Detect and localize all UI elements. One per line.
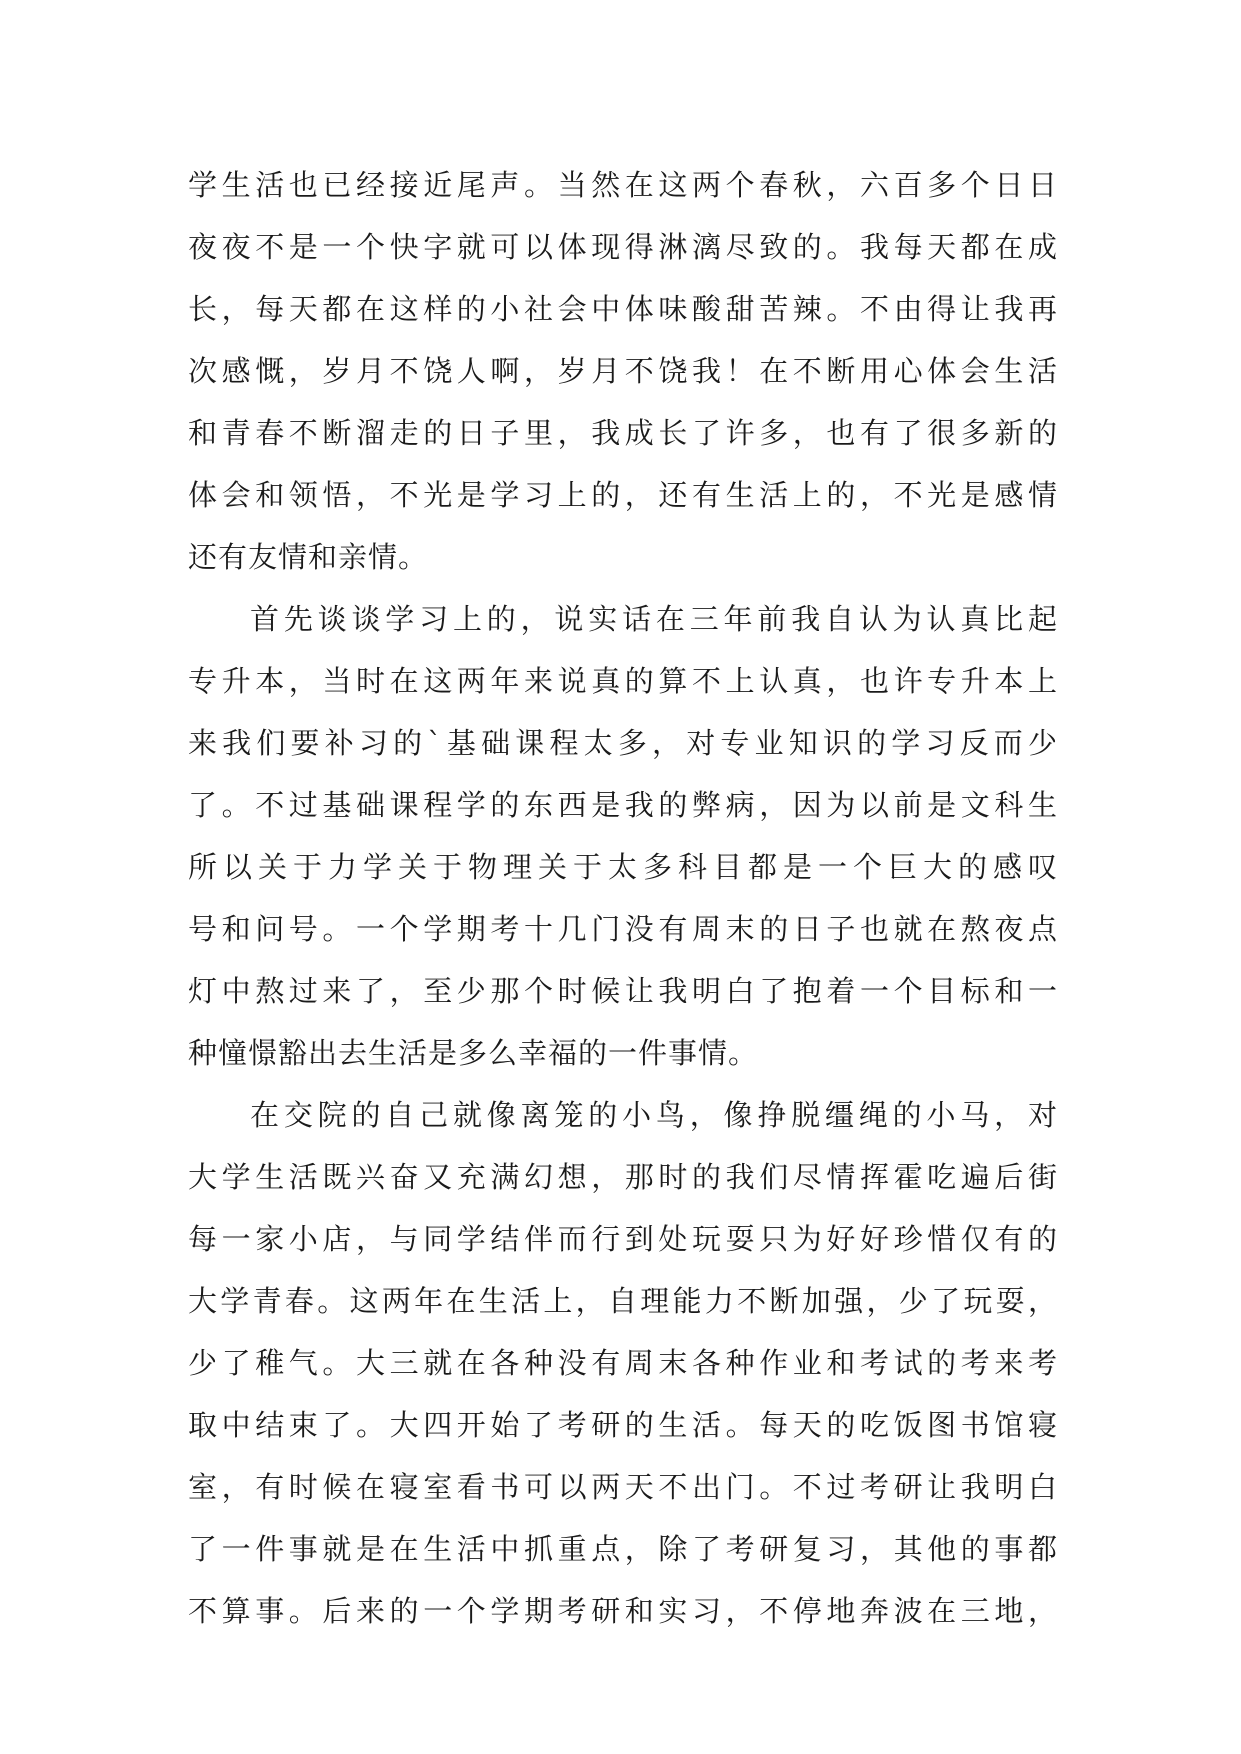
text-line: 体会和领悟，不光是学习上的，还有生活上的，不光是感情	[188, 478, 1058, 512]
text-line: 了一件事就是在生活中抓重点，除了考研复习，其他的事都	[188, 1532, 1058, 1566]
text-line: 不算事。后来的一个学期考研和实习，不停地奔波在三地，	[188, 1594, 1058, 1628]
text-line: 了。不过基础课程学的东西是我的弊病，因为以前是文科生	[188, 788, 1058, 822]
text-line: 专升本，当时在这两年来说真的算不上认真，也许专升本上	[188, 664, 1058, 698]
text-line: 灯中熬过来了，至少那个时候让我明白了抱着一个目标和一	[188, 974, 1058, 1008]
text-line: 少了稚气。大三就在各种没有周末各种作业和考试的考来考	[188, 1346, 1058, 1380]
text-line: 在交院的自己就像离笼的小鸟，像挣脱缰绳的小马，对	[250, 1098, 1058, 1132]
text-line: 还有友情和亲情。	[188, 540, 429, 574]
text-line: 号和问号。一个学期考十几门没有周末的日子也就在熬夜点	[188, 912, 1058, 946]
text-line: 长，每天都在这样的小社会中体味酸甜苦辣。不由得让我再	[188, 292, 1058, 326]
text-line: 种憧憬豁出去生活是多么幸福的一件事情。	[188, 1036, 759, 1070]
paragraph-2	[188, 588, 1058, 1084]
paragraph-1	[188, 154, 1058, 588]
text-line: 和青春不断溜走的日子里，我成长了许多，也有了很多新的	[188, 416, 1058, 450]
text-line: 取中结束了。大四开始了考研的生活。每天的吃饭图书馆寝	[188, 1408, 1058, 1442]
text-line: 每一家小店，与同学结伴而行到处玩耍只为好好珍惜仅有的	[188, 1222, 1058, 1256]
paragraph-3	[188, 1084, 1058, 1642]
text-line: 来我们要补习的`基础课程太多，对专业知识的学习反而少	[188, 726, 1058, 760]
text-line: 学生活也已经接近尾声。当然在这两个春秋，六百多个日日	[188, 168, 1058, 202]
text-line: 次感慨，岁月不饶人啊，岁月不饶我！在不断用心体会生活	[188, 354, 1058, 388]
text-line: 大学生活既兴奋又充满幻想，那时的我们尽情挥霍吃遍后街	[188, 1160, 1058, 1194]
text-line: 大学青春。这两年在生活上，自理能力不断加强，少了玩耍，	[188, 1284, 1058, 1318]
text-line: 室，有时候在寝室看书可以两天不出门。不过考研让我明白	[188, 1470, 1058, 1504]
text-line: 所以关于力学关于物理关于太多科目都是一个巨大的感叹	[188, 850, 1058, 884]
document-body	[188, 154, 1058, 1642]
text-line: 夜夜不是一个快字就可以体现得淋漓尽致的。我每天都在成	[188, 230, 1058, 264]
text-line: 首先谈谈学习上的，说实话在三年前我自认为认真比起	[250, 602, 1058, 636]
